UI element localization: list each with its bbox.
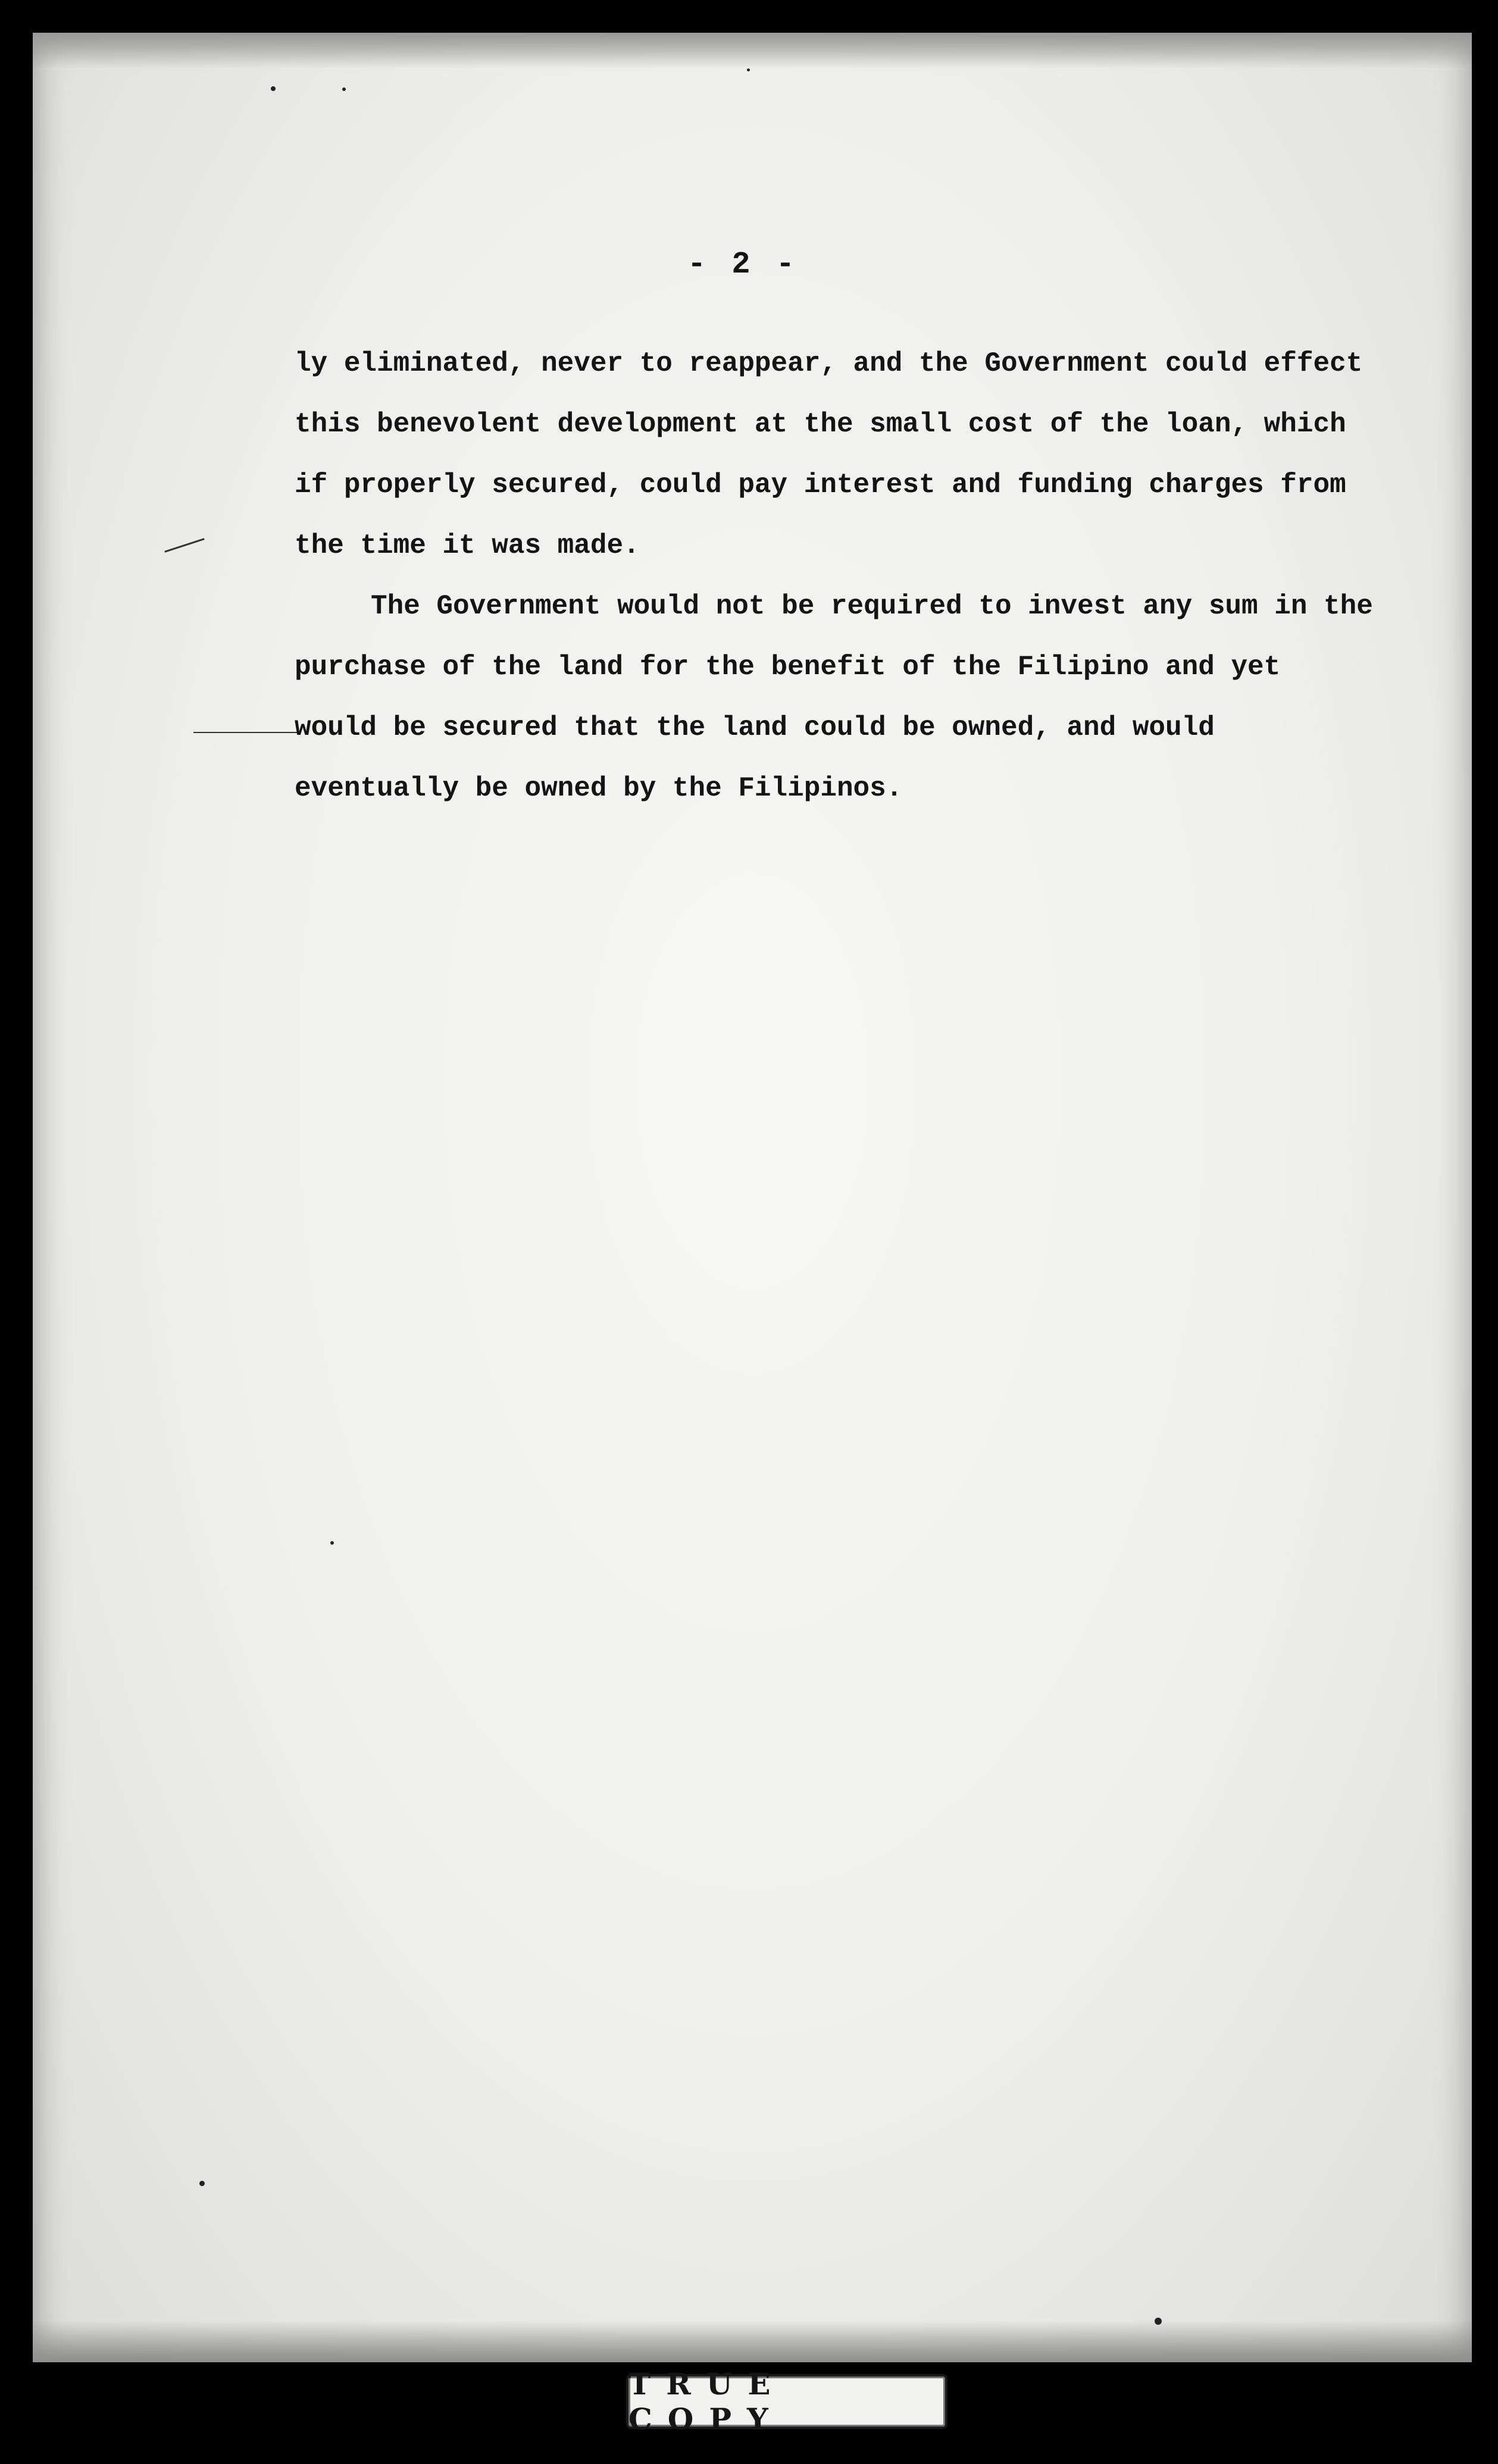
paper-edge-top <box>33 33 1472 68</box>
true-copy-stamp <box>626 2366 947 2437</box>
stamp-text: TRUE COPY <box>628 2366 786 2437</box>
paragraph-2: The Government would not be required to invest any sum in the purchase of the land for the benefit of the Filipino and yet would be secured that the land could be owned, and would eventually be owned by the Filipinos. <box>295 591 1373 804</box>
ink-speck <box>199 2181 205 2186</box>
ink-speck <box>342 87 346 91</box>
document-body <box>295 333 1378 819</box>
page-number: - 2 - <box>687 247 799 282</box>
paper-edge-bottom <box>33 2321 1472 2362</box>
ink-speck <box>747 68 750 71</box>
margin-mark <box>164 538 205 552</box>
paragraph-1: ly eliminated, never to reappear, and the Government could effect this benevolent development at the small cost of the loan, which if properly secured, could pay interest and funding charges from the time it was made. <box>295 348 1363 561</box>
margin-mark <box>193 732 301 733</box>
ink-speck <box>271 86 276 91</box>
document-page <box>33 33 1472 2362</box>
ink-speck <box>330 1541 334 1545</box>
ink-speck <box>1155 2318 1162 2325</box>
